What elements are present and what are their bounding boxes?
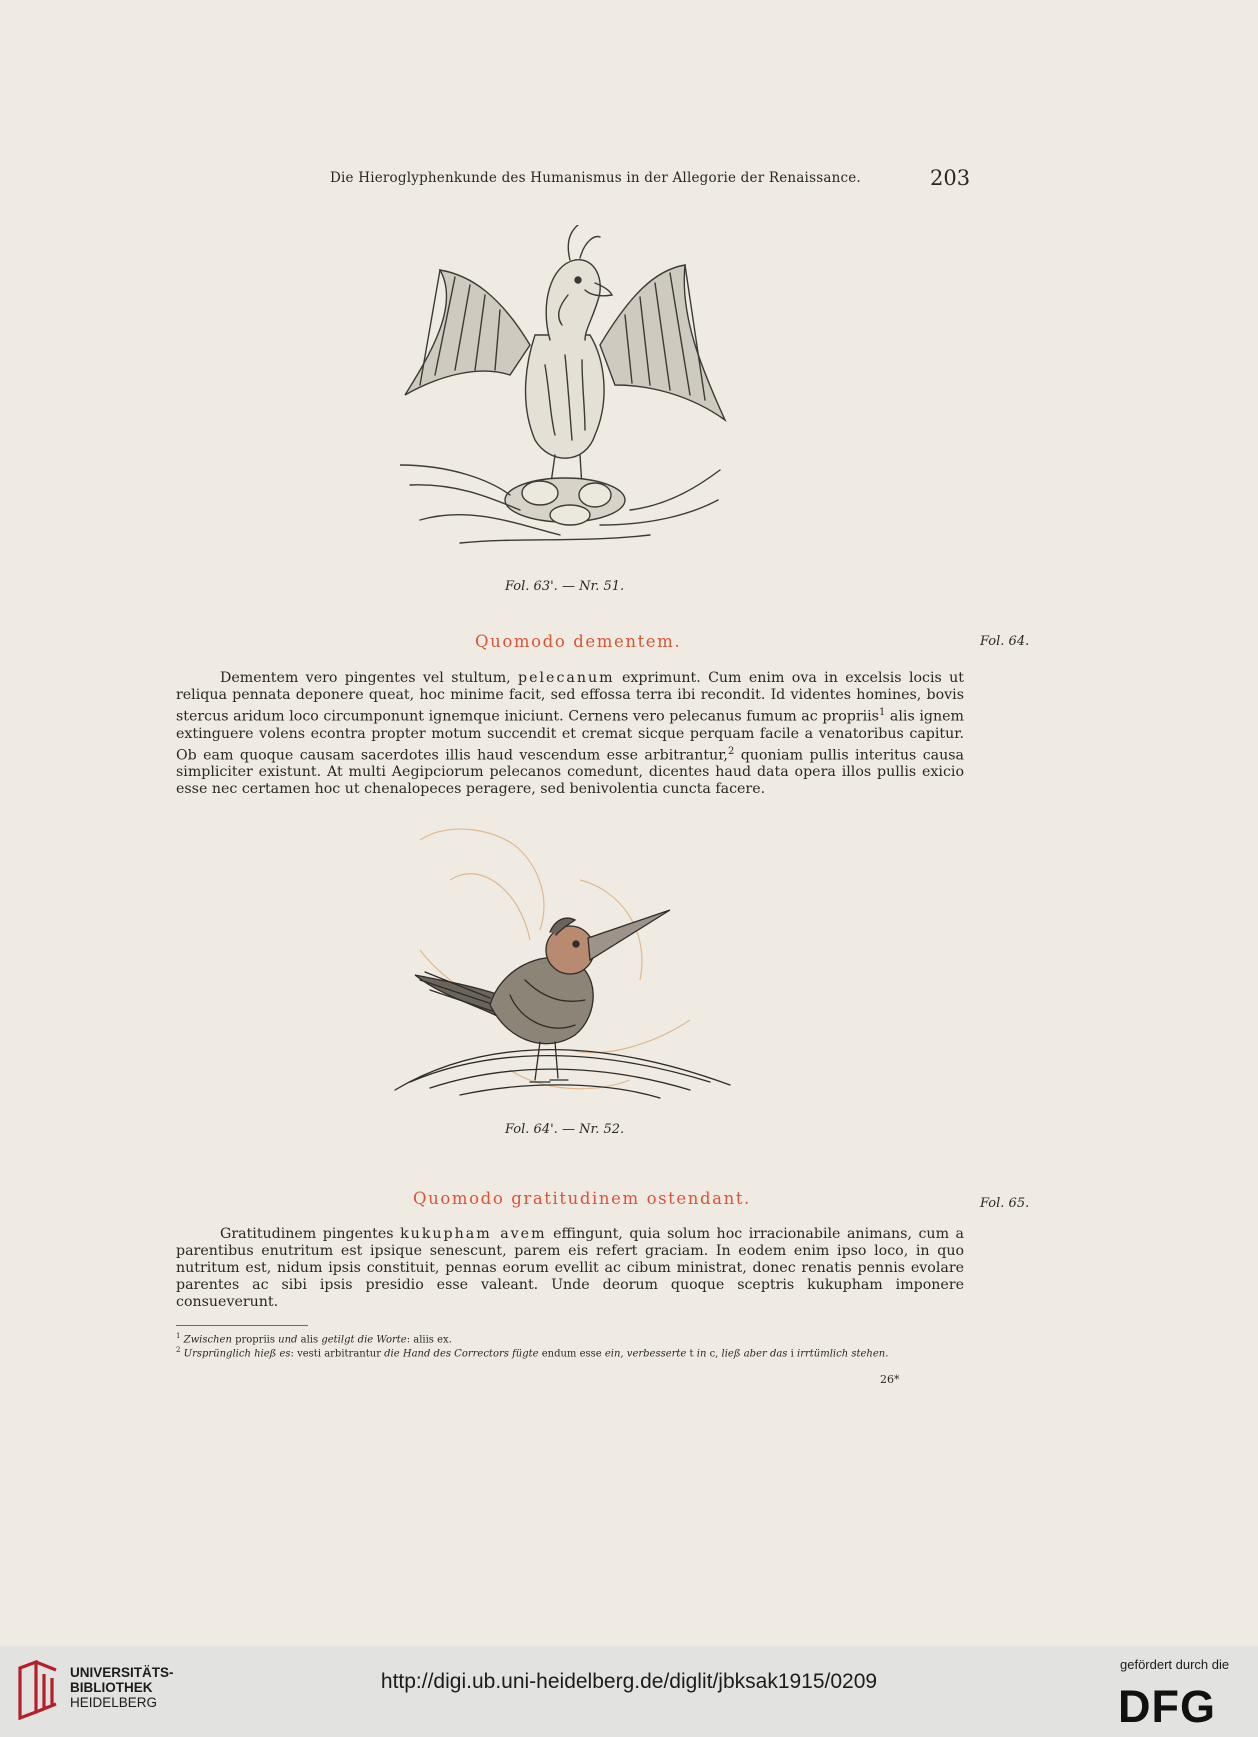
- university-library-name: UNIVERSITÄTS- BIBLIOTHEK HEIDELBERG: [70, 1665, 174, 1710]
- figure-caption-1: Fol. 63'. — Nr. 51.: [505, 579, 625, 594]
- section-text-1: Dementem vero pingentes vel stultum, pelecanum exprimunt. Cum enim ova in excelsis locis ut reliqua pennata deponere queat, hoc minime facit, sed effossa terra ibi recondit. Id videntes homines, bovis stercus aridum loco circumponunt ignemque iniciunt. Cernens vero pelecanus fumum ac propriis$^1$ alis ignem extinguere volens econtra propter motum succendit et cremat sicque perquam facile a venatoribus capitur. Ob eam quoque causam sacerdotes illis haud vescendum esse arbitrantur,$^2$ quoniam pullis interitus causa simpliciter existunt. At multi Aegipciorum pelecanos comedunt, dicentes haud data opera illos pullis exicio esse nec certamen hoc ut chenalopeces peragere, sed benivolentia cuncta facere.: [176, 670, 964, 798]
- figure-caption-2: Fol. 64'. — Nr. 52.: [505, 1122, 625, 1137]
- running-head: Die Hieroglyphenkunde des Humanismus in der Allegorie der Renaissance.: [330, 170, 861, 186]
- footnote-1: $^1$ Zwischen propriis und alis getilgt die Worte: aliis ex.: [176, 1332, 452, 1346]
- section-heading-2: Quomodo gratitudinem ostendant.: [413, 1189, 751, 1208]
- funded-by-label: gefördert durch die: [1120, 1657, 1230, 1672]
- kukupha-bird-woodcut-icon: [390, 820, 750, 1120]
- source-url-link[interactable]: http://digi.ub.uni-heidelberg.de/diglit/jbksak1915/0209: [380, 1670, 878, 1693]
- page-number: 203: [930, 166, 971, 190]
- fol-marker-1: Fol. 64.: [980, 634, 1030, 649]
- dfg-logo: DFG: [1118, 1681, 1216, 1732]
- footnote-rule: [176, 1325, 308, 1326]
- section-text-2: Gratitudinem pingentes kukupham avem effingunt, quia solum hoc irracionabile animans, cum a parentibus enutritum est ipsique senescunt, parem eis refert graciam. In eodem enim ipso loco, in quo nutritum est, nidum ipsis constituit, pennas eorum evellit ac cibum ministrat, donec renatis pennis evolare parentes ac sibi ipsis presidio esse valeant. Unde deorum quoque sceptris kukupham imponere consueverunt.: [176, 1226, 965, 1310]
- section-heading-1: Quomodo dementem.: [475, 632, 682, 651]
- fol-marker-2: Fol. 65.: [980, 1196, 1030, 1211]
- signature-mark: 26*: [880, 1373, 900, 1386]
- footnote-2: $^2$ Ursprünglich hieß es: vesti arbitrantur die Hand des Correctors fügte endum esse ein, verbesserte t in c, ließ aber das i irrtümlich stehen.: [176, 1346, 889, 1360]
- pelican-woodcut-icon: [400, 225, 730, 555]
